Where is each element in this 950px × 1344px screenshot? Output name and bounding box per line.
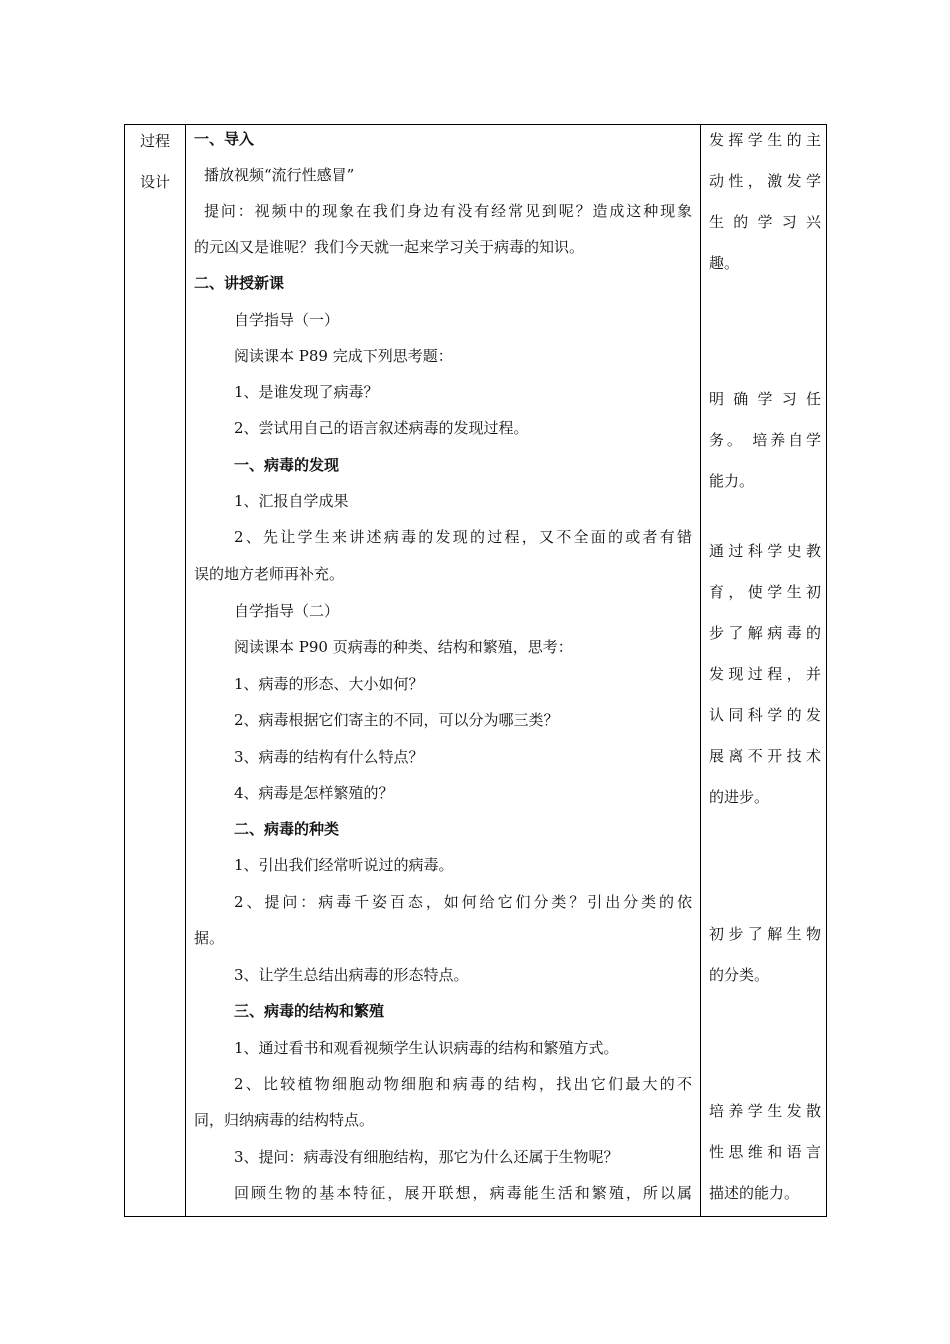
self-study-guide-1-q2: 2、尝试用自己的语言叙述病毒的发现过程。 bbox=[234, 419, 529, 437]
discovery-item-2a: 2、先让学生来讲述病毒的发现的过程，又不全面的或者有错 bbox=[234, 528, 692, 546]
note-3-line-3: 步了解病毒的 bbox=[709, 624, 821, 642]
discovery-item-1: 1、汇报自学成果 bbox=[234, 492, 349, 510]
section-label-line-2: 设计 bbox=[139, 173, 170, 191]
heading-virus-types: 二、病毒的种类 bbox=[234, 820, 340, 838]
note-1-line-1: 发挥学生的主 bbox=[709, 131, 821, 149]
intro-question-2: 的元凶又是谁呢？我们今天就一起来学习关于病毒的知识。 bbox=[194, 238, 585, 256]
note-2-line-2: 务。 培养自学 bbox=[709, 431, 821, 449]
structure-item-3: 3、提问：病毒没有细胞结构，那它为什么还属于生物呢？ bbox=[234, 1148, 619, 1166]
heading-intro: 一、导入 bbox=[194, 130, 255, 148]
lesson-plan-table bbox=[124, 124, 827, 1217]
structure-item-1: 1、通过看书和观看视频学生认识病毒的结构和繁殖方式。 bbox=[234, 1039, 619, 1057]
self-study-guide-2-q1: 1、病毒的形态、大小如何？ bbox=[234, 675, 424, 693]
intro-question-1: 提问：视频中的现象在我们身边有没有经常见到呢？造成这种现象 bbox=[204, 202, 692, 220]
note-5-line-1: 培养学生发散 bbox=[709, 1102, 821, 1120]
note-4-line-1: 初步了解生物 bbox=[709, 925, 821, 943]
note-3-line-6: 展离不开技术 bbox=[709, 747, 821, 765]
note-2-line-3: 能力。 bbox=[709, 472, 755, 490]
structure-item-2b: 同，归纳病毒的结构特点。 bbox=[194, 1111, 375, 1129]
note-1-line-2: 动性，激发学 bbox=[709, 172, 821, 190]
note-3-line-7: 的进步。 bbox=[709, 788, 770, 806]
note-5-line-2: 性思维和语言 bbox=[709, 1143, 821, 1161]
heading-structure-reproduction: 三、病毒的结构和繁殖 bbox=[234, 1002, 385, 1020]
types-item-3: 3、让学生总结出病毒的形态特点。 bbox=[234, 966, 469, 984]
structure-item-4: 回顾生物的基本特征，展开联想，病毒能生活和繁殖，所以属 bbox=[234, 1184, 692, 1202]
note-4-line-2: 的分类。 bbox=[709, 966, 770, 984]
types-item-2b: 据。 bbox=[194, 929, 225, 947]
section-label-line-1: 过程 bbox=[139, 132, 170, 150]
self-study-guide-1-q1: 1、是谁发现了病毒？ bbox=[234, 383, 379, 401]
self-study-guide-2: 自学指导（二） bbox=[234, 602, 340, 620]
self-study-guide-2-q4: 4、病毒是怎样繁殖的？ bbox=[234, 784, 394, 802]
column-divider-1 bbox=[185, 125, 186, 1216]
note-2-line-1: 明确学习任 bbox=[709, 390, 821, 408]
heading-virus-discovery: 一、病毒的发现 bbox=[234, 456, 340, 474]
note-3-line-4: 发现过程，并 bbox=[709, 665, 821, 683]
self-study-guide-1-read: 阅读课本 P89 完成下列思考题： bbox=[234, 347, 453, 365]
note-3-line-2: 育，使学生初 bbox=[709, 583, 821, 601]
self-study-guide-2-q2: 2、病毒根据它们寄主的不同，可以分为哪三类？ bbox=[234, 711, 559, 729]
note-3-line-5: 认同科学的发 bbox=[709, 706, 821, 724]
types-item-2a: 2、提问：病毒千姿百态，如何给它们分类？引出分类的依 bbox=[234, 893, 692, 911]
self-study-guide-2-q3: 3、病毒的结构有什么特点？ bbox=[234, 748, 424, 766]
column-divider-2 bbox=[700, 125, 701, 1216]
note-5-line-3: 描述的能力。 bbox=[709, 1184, 800, 1202]
types-item-1: 1、引出我们经常听说过的病毒。 bbox=[234, 856, 454, 874]
heading-new-lesson: 二、讲授新课 bbox=[194, 274, 285, 292]
structure-item-2a: 2、比较植物细胞动物细胞和病毒的结构，找出它们最大的不 bbox=[234, 1075, 692, 1093]
note-1-line-4: 趣。 bbox=[709, 254, 740, 272]
self-study-guide-1: 自学指导（一） bbox=[234, 311, 340, 329]
intro-video: 播放视频“流行性感冒” bbox=[204, 166, 355, 184]
self-study-guide-2-read: 阅读课本 P90 页病毒的种类、结构和繁殖，思考： bbox=[234, 638, 573, 656]
discovery-item-2b: 误的地方老师再补充。 bbox=[194, 565, 345, 583]
note-1-line-3: 生的学习兴 bbox=[709, 213, 821, 231]
note-3-line-1: 通过科学史教 bbox=[709, 542, 821, 560]
